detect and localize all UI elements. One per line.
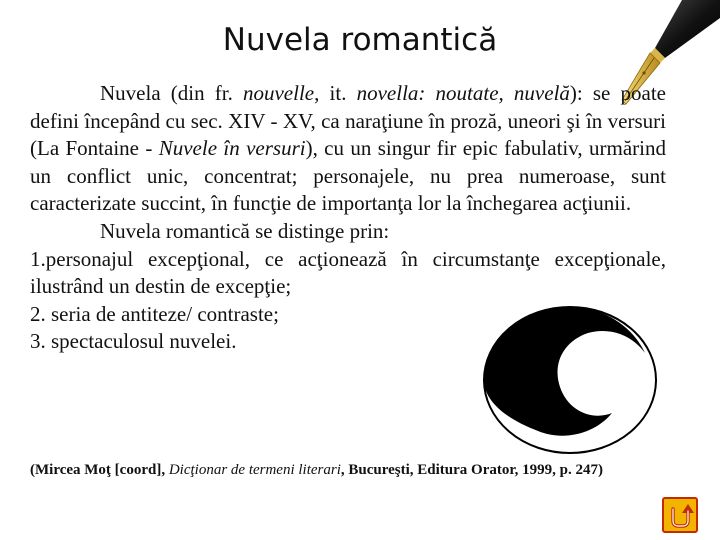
intro-paragraph [30, 80, 666, 218]
list-item-1: 1.personajul excepţional, ce acţionează în circumstanţe excepţionale, ilustrând un destin de excepţie; [30, 246, 666, 299]
list-item-3: 3. spectaculosul nuvelei. [30, 329, 237, 354]
return-arrow-icon [664, 499, 696, 531]
intro-term-novella: novella: noutate, nuvelă [356, 81, 570, 105]
intro-text-3: ): se poate defini începând cu sec. XIV - XV, ca naraţiune în proză, uneori şi în versuri (La Fontaine - [30, 81, 666, 161]
citation-author: (Mircea Moţ [coord], [30, 462, 169, 478]
intro-text-1: Nuvela (din fr. [100, 81, 243, 105]
citation-publisher: , Bucureşti, Editura Orator, 1999, p. 247) [340, 462, 603, 478]
citation-title: Dicţionar de termeni literari [168, 462, 341, 478]
yin-yang-icon [482, 305, 658, 455]
lead-line: Nuvela romantică se distinge prin: [100, 218, 390, 243]
intro-text-4: ), cu un singur fir epic fabulativ, urmărind un conflict unic, concentrat; personajele, nu prea numeroase, sunt caracterizate succint, în funcţie de importanţa lor la închegarea acţiunii. [30, 136, 666, 216]
intro-term-nouvelle: nouvelle [242, 81, 315, 105]
intro-text-2: , it. [314, 81, 357, 105]
slide-title: Nuvela romantică [222, 22, 498, 58]
intro-term-nuvele: Nuvele în versuri [158, 136, 306, 161]
list-item-2: 2. seria de antiteze/ contraste; [30, 301, 279, 326]
return-button[interactable] [662, 497, 698, 533]
citation [30, 459, 680, 481]
